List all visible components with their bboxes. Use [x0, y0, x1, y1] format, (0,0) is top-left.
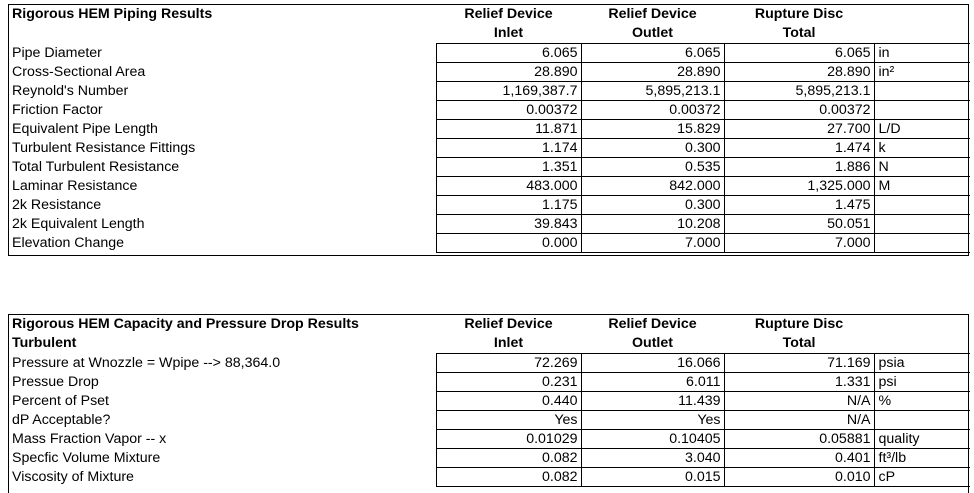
col-header-unit: [874, 5, 970, 24]
table-row: [9, 234, 970, 253]
row-label: Cross-Sectional Area: [12, 64, 146, 80]
table-row: [9, 354, 970, 373]
unit-label: L/D: [874, 120, 970, 139]
table-title: Rigorous HEM Capacity and Pressure Drop Results: [12, 316, 359, 332]
col-header-outlet-line1: Relief Device: [608, 6, 697, 22]
value-outlet: 6.011: [581, 373, 724, 392]
table-title: Rigorous HEM Piping Results: [12, 6, 213, 22]
row-label: Laminar Resistance: [12, 178, 138, 194]
col-header-inlet-line1: Relief Device: [464, 6, 553, 22]
table-row: [9, 196, 970, 215]
table-row: [9, 158, 970, 177]
row-label: Percent of Pset: [12, 393, 109, 409]
header-row-1: [9, 5, 970, 24]
table-row: [9, 449, 970, 468]
col-header-unit-2: [874, 334, 970, 354]
row-label: Reynold's Number: [12, 83, 129, 99]
value-inlet: 1.174: [436, 139, 581, 158]
value-inlet: 0.000: [436, 234, 581, 253]
value-inlet: 72.269: [436, 354, 581, 373]
value-outlet: 3.040: [581, 449, 724, 468]
value-total: 7.000: [724, 234, 874, 253]
capacity-results-table: [9, 315, 970, 487]
value-total: N/A: [724, 392, 874, 411]
unit-label: [874, 82, 970, 101]
value-total: 50.051: [724, 215, 874, 234]
unit-label: cP: [874, 468, 970, 487]
value-outlet: 0.300: [581, 139, 724, 158]
piping-results-panel: [8, 4, 969, 256]
value-outlet: 28.890: [581, 63, 724, 82]
value-total: 1.331: [724, 373, 874, 392]
value-inlet: 28.890: [436, 63, 581, 82]
header-spacer: [9, 24, 436, 44]
value-inlet: 0.01029: [436, 430, 581, 449]
value-total: 0.401: [724, 449, 874, 468]
value-inlet: 0.00372: [436, 101, 581, 120]
unit-label: [874, 101, 970, 120]
value-inlet: 11.871: [436, 120, 581, 139]
value-inlet: 1.351: [436, 158, 581, 177]
unit-label: [874, 411, 970, 430]
value-total: 1,325.000: [724, 177, 874, 196]
table-row: [9, 215, 970, 234]
col-header-unit-2: [874, 24, 970, 44]
row-label: 2k Resistance: [12, 197, 102, 213]
value-outlet: 0.300: [581, 196, 724, 215]
table-row: [9, 430, 970, 449]
header-row-2: [9, 334, 970, 354]
col-header-outlet-line2: Outlet: [632, 25, 673, 41]
table-row: [9, 63, 970, 82]
row-label: dP Acceptable?: [12, 412, 111, 428]
col-header-inlet-line2: Inlet: [493, 335, 524, 351]
value-outlet: Yes: [581, 411, 724, 430]
row-label: Mass Fraction Vapor -- x: [12, 431, 167, 447]
unit-label: in: [874, 44, 970, 63]
value-total: 71.169: [724, 354, 874, 373]
value-total: 1.475: [724, 196, 874, 215]
value-inlet: 0.082: [436, 449, 581, 468]
col-header-outlet-line1: Relief Device: [608, 316, 697, 332]
value-inlet: Yes: [436, 411, 581, 430]
unit-label: k: [874, 139, 970, 158]
table-row: [9, 120, 970, 139]
unit-label: in²: [874, 63, 970, 82]
value-total: 1.886: [724, 158, 874, 177]
value-total: 0.00372: [724, 101, 874, 120]
col-header-total-line1: Rupture Disc: [754, 6, 844, 22]
row-label: Specfic Volume Mixture: [12, 450, 161, 466]
value-inlet: 0.440: [436, 392, 581, 411]
unit-label: [874, 196, 970, 215]
value-inlet: 0.231: [436, 373, 581, 392]
piping-results-table: [9, 5, 970, 253]
row-label: Total Turbulent Resistance: [12, 159, 180, 175]
unit-label: psia: [874, 354, 970, 373]
row-label: 2k Equivalent Length: [12, 216, 145, 232]
value-total: 0.05881: [724, 430, 874, 449]
unit-label: M: [874, 177, 970, 196]
row-label: Equivalent Pipe Length: [12, 121, 158, 137]
table-row: [9, 101, 970, 120]
table-row: [9, 411, 970, 430]
table-row: [9, 177, 970, 196]
row-label: Pressure at Wnozzle = Wpipe --> 88,364.0: [12, 355, 281, 371]
value-outlet: 11.439: [581, 392, 724, 411]
value-outlet: 16.066: [581, 354, 724, 373]
col-header-inlet-line2: Inlet: [493, 25, 524, 41]
table-row: [9, 44, 970, 63]
value-total: 1.474: [724, 139, 874, 158]
value-inlet: 1.175: [436, 196, 581, 215]
value-outlet: 0.10405: [581, 430, 724, 449]
header-row-2: [9, 24, 970, 44]
row-label: Elevation Change: [12, 235, 125, 251]
value-total: 5,895,213.1: [724, 82, 874, 101]
unit-label: ft³/lb: [874, 449, 970, 468]
value-total: 28.890: [724, 63, 874, 82]
value-outlet: 7.000: [581, 234, 724, 253]
table-row: [9, 392, 970, 411]
capacity-results-panel: [8, 314, 969, 493]
value-outlet: 842.000: [581, 177, 724, 196]
col-header-total-line1: Rupture Disc: [754, 316, 844, 332]
value-outlet: 5,895,213.1: [581, 82, 724, 101]
value-total: 27.700: [724, 120, 874, 139]
value-outlet: 0.015: [581, 468, 724, 487]
value-outlet: 10.208: [581, 215, 724, 234]
unit-label: [874, 234, 970, 253]
value-total: 0.010: [724, 468, 874, 487]
unit-label: quality: [874, 430, 970, 449]
header-row-1: [9, 315, 970, 334]
table-subtitle: Turbulent: [12, 335, 77, 352]
value-inlet: 483.000: [436, 177, 581, 196]
unit-label: N: [874, 158, 970, 177]
table-row: [9, 468, 970, 487]
row-label: Turbulent Resistance Fittings: [12, 140, 196, 156]
col-header-unit: [874, 315, 970, 334]
value-total: 6.065: [724, 44, 874, 63]
table-row: [9, 82, 970, 101]
value-outlet: 0.00372: [581, 101, 724, 120]
value-outlet: 6.065: [581, 44, 724, 63]
unit-label: [874, 215, 970, 234]
col-header-inlet-line1: Relief Device: [464, 316, 553, 332]
value-inlet: 39.843: [436, 215, 581, 234]
row-label: Viscosity of Mixture: [12, 469, 134, 485]
value-outlet: 0.535: [581, 158, 724, 177]
value-inlet: 6.065: [436, 44, 581, 63]
value-outlet: 15.829: [581, 120, 724, 139]
col-header-total-line2: Total: [782, 335, 816, 351]
table-row: [9, 373, 970, 392]
unit-label: psi: [874, 373, 970, 392]
value-total: N/A: [724, 411, 874, 430]
row-label: Friction Factor: [12, 102, 103, 118]
unit-label: %: [874, 392, 970, 411]
col-header-outlet-line2: Outlet: [632, 335, 673, 351]
row-label: Pressue Drop: [12, 374, 99, 390]
row-label: Pipe Diameter: [12, 45, 102, 61]
col-header-total-line2: Total: [782, 25, 816, 41]
value-inlet: 1,169,387.7: [436, 82, 581, 101]
table-row: [9, 139, 970, 158]
value-inlet: 0.082: [436, 468, 581, 487]
